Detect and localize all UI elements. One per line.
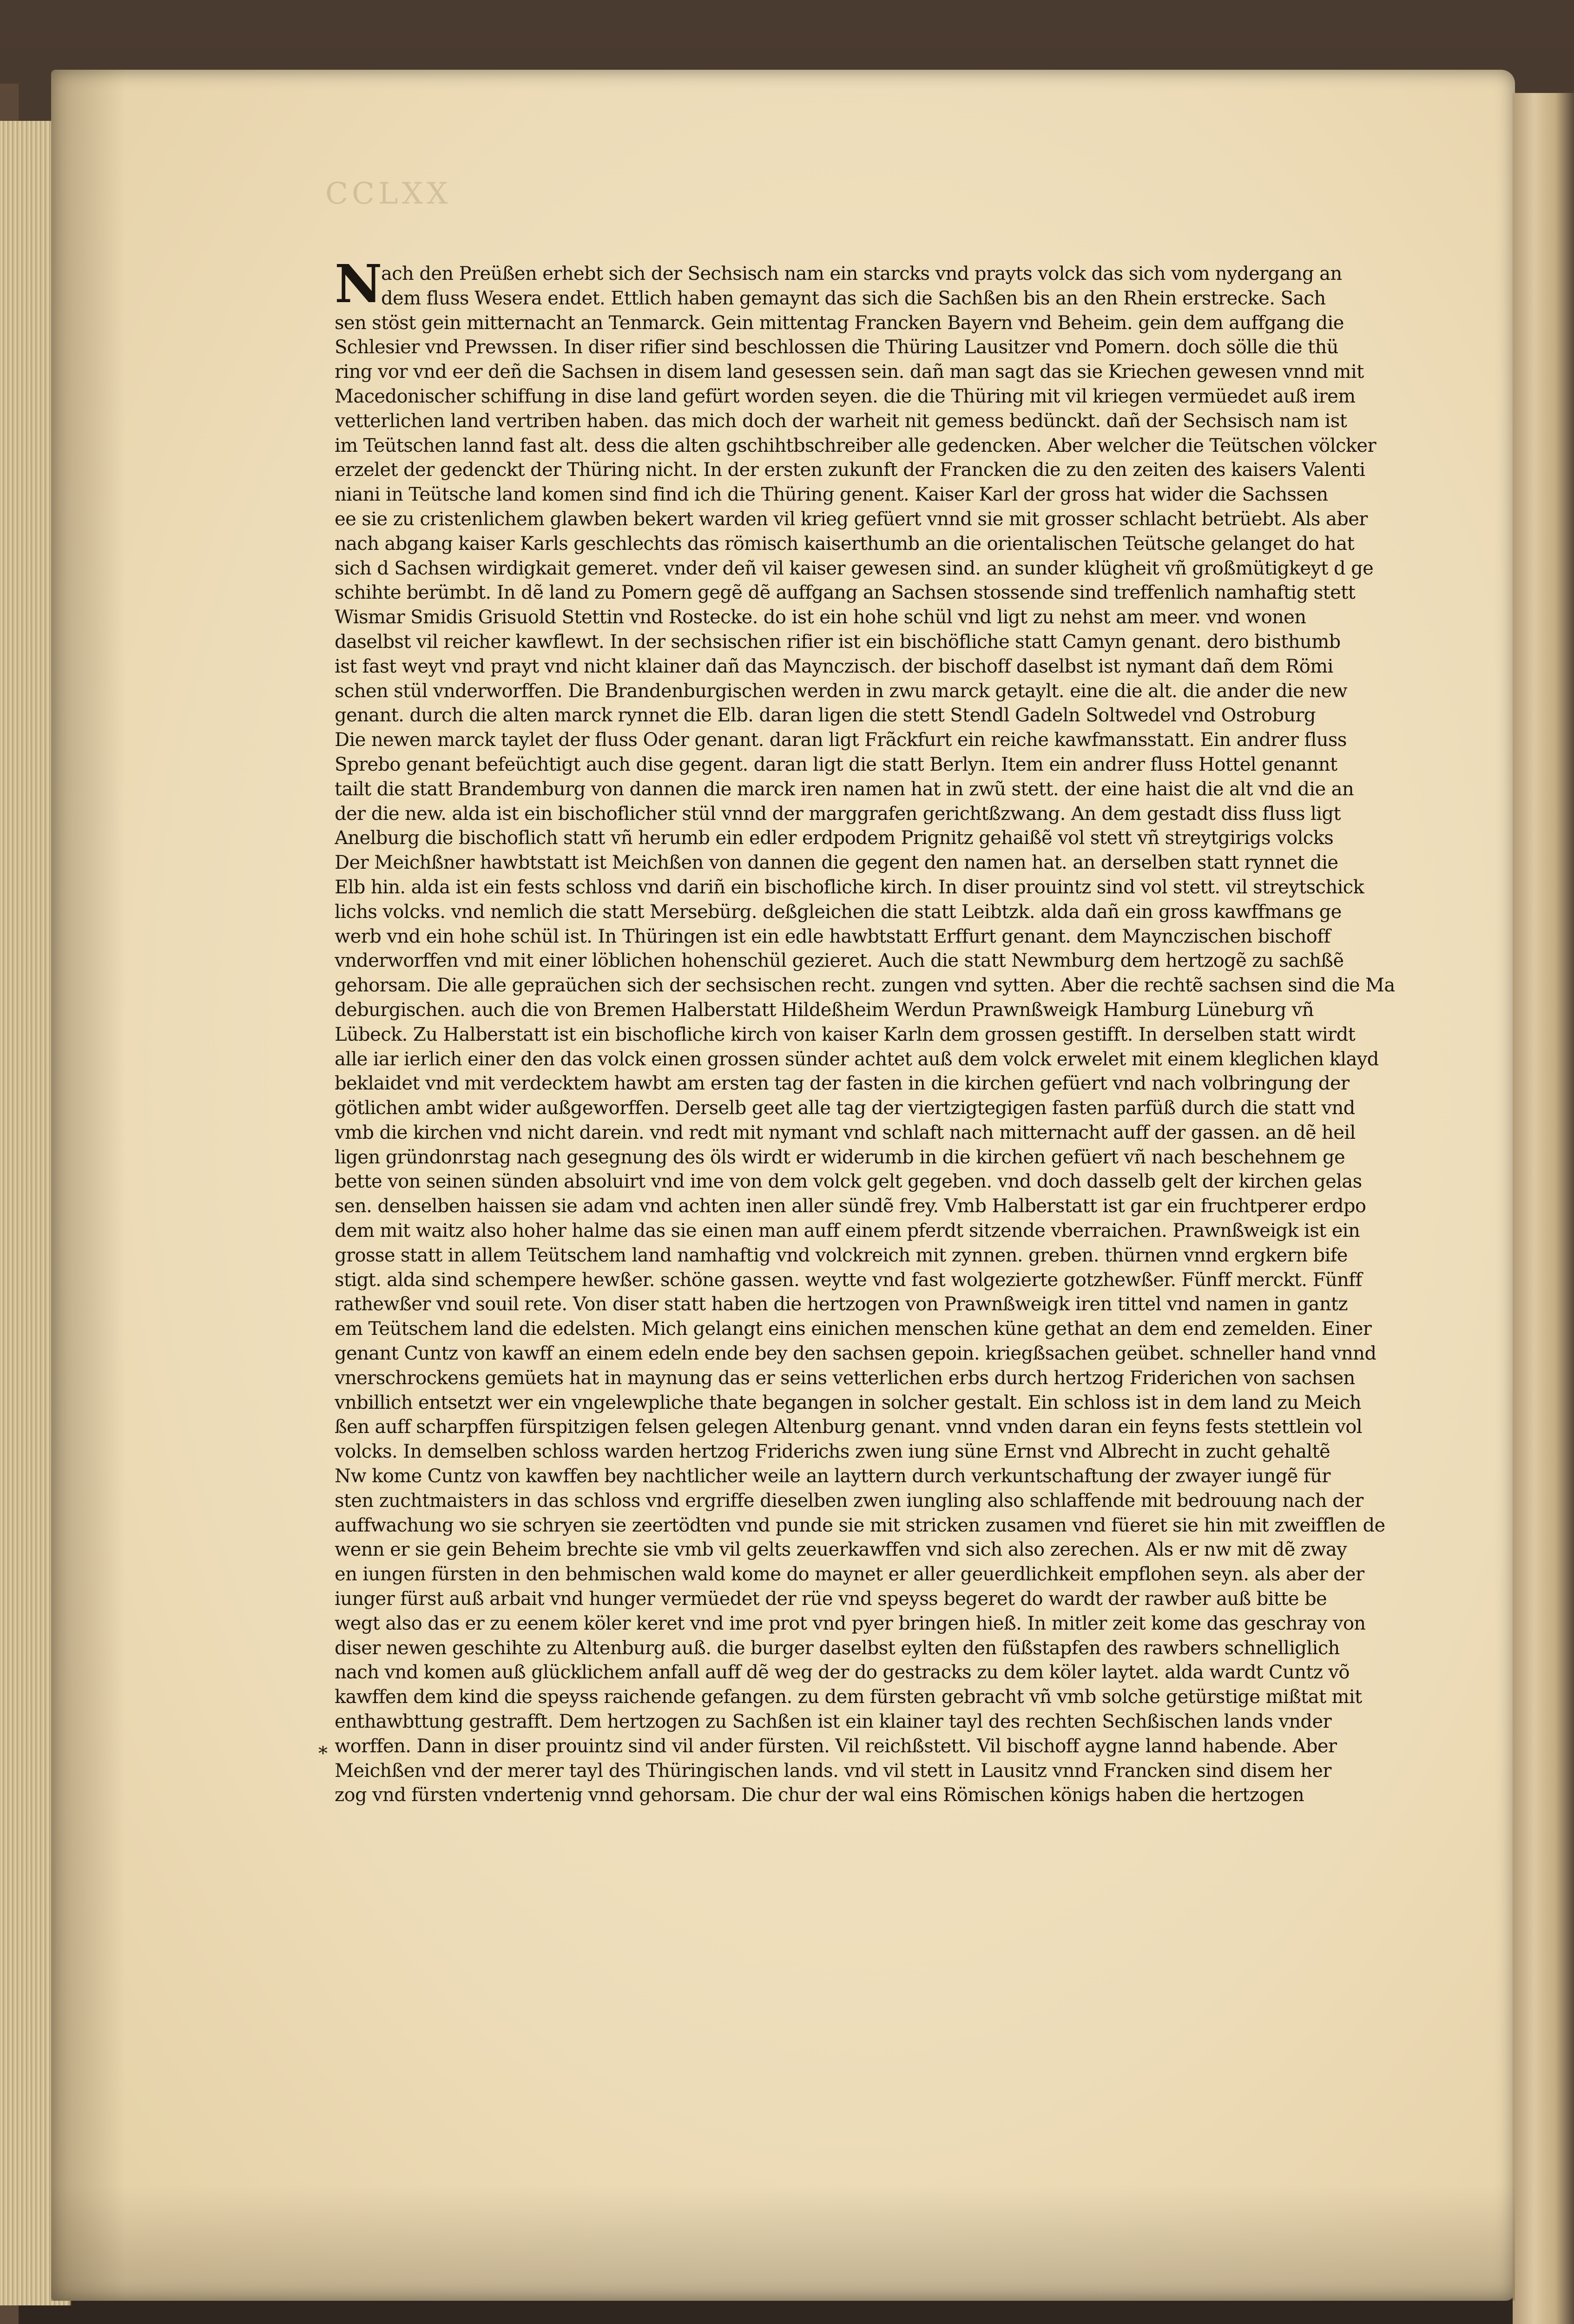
text-line: rathewßer vnd souil rete. Von diser statt haben die hertzogen von Prawnßweigk iren tittel vnd namen in gantz — [335, 1294, 1348, 1315]
margin-mark: * — [318, 1743, 328, 1764]
text-line: der die new. alda ist ein bischoflicher stül vnnd der marggrafen gerichtßzwang. An dem gestadt diss fluss ligt — [335, 803, 1341, 825]
text-line: Schlesier vnd Prewssen. In diser rifier sind beschlossen die Thüring Lausitzer vnd Pomern. doch sölle die thü — [335, 337, 1338, 358]
text-line: diser newen geschihte zu Altenburg auß. die burger daselbst eylten den füßstapfen des rawbers schnelliglich — [335, 1637, 1340, 1659]
text-line: auffwachung wo sie schryen sie zeertödten vnd punde sie mit stricken zusamen vnd füeret sie hin mit zweifflen de — [335, 1514, 1385, 1536]
text-line: ist fast weyt vnd prayt vnd nicht klainer dañ das Maynczisch. der bischoff daselbst ist nymant dañ dem Römi — [335, 655, 1333, 677]
text-line: gehorsam. Die alle gepraüchen sich der sechsischen recht. zungen vnd sytten. Aber die rechtẽ sachsen sind die Ma — [335, 975, 1395, 997]
text-line: vmb die kirchen vnd nicht darein. vnd redt mit nymant vnd schlaft nach mitternacht auff der gassen. an dẽ heil — [335, 1122, 1356, 1143]
text-column — [335, 262, 1417, 1808]
text-line: tailt die statt Brandemburg von dannen die marck iren namen hat in zwũ stett. der eine haist die alt vnd die an — [335, 778, 1354, 800]
text-line: werb vnd ein hohe schül ist. In Thüringen ist ein edle hawbtstatt Erffurt genant. dem Maynczischen bischoff — [335, 925, 1330, 947]
text-line: Elb hin. alda ist ein fests schloss vnd dariñ ein bischofliche kirch. In diser prouintz sind vol stett. vil streytschick — [335, 876, 1364, 898]
text-line: wegt also das er zu eenem köler keret vnd ime prot vnd pyer bringen hieß. In mitler zeit kome das geschray von — [335, 1612, 1366, 1634]
page-bottom-shadow — [51, 2185, 1515, 2301]
text-line: sen. denselben haissen sie adam vnd achten inen aller sündẽ frey. Vmb Halberstatt ist gar ein fruchtperer erdpo — [335, 1195, 1366, 1217]
text-line: ßen auff scharpffen fürspitzigen felsen gelegen Altenburg genant. vnnd vnden daran ein feyns fests stettlein vol — [335, 1416, 1362, 1438]
text-line: vetterlichen land vertriben haben. das mich doch der warheit nit gemess bedünckt. dañ der Sechsisch nam ist — [335, 410, 1347, 432]
text-line: sten zuchtmaisters in das schloss vnd ergriffe dieselben zwen iungling also schlaffende mit bedrouung nach der — [335, 1490, 1363, 1512]
text-line: sich d Sachsen wirdigkait gemeret. vnder deñ vil kaiser gewesen sind. an sunder klügheit vñ großmütigkeyt d ge — [335, 557, 1374, 579]
text-line: Die newen marck taylet der fluss Oder genant. daran ligt Frãckfurt ein reiche kawfmansstatt. Ein andrer fluss — [335, 729, 1347, 751]
text-line: ligen gründonrstag nach gesegnung des öls wirdt er widerumb in die kirchen gefüert vñ nach beschehnem ge — [335, 1146, 1345, 1168]
text-line: beklaidet vnd mit verdecktem hawbt am ersten tag der fasten in die kirchen gefüert vnd nach volbringung der — [335, 1073, 1350, 1095]
text-line: ring vor vnd eer deñ die Sachsen in disem land gesessen sein. dañ man sagt das sie Kriechen gewesen vnnd mit — [335, 361, 1364, 383]
text-line: alle iar ierlich einer den das volck einen grossen sünder achtet auß dem volck erwelet mit einem kleglichen klayd — [335, 1048, 1379, 1070]
text-line: volcks. In demselben schloss warden hertzog Friderichs zwen iung süne Ernst vnd Albrecht in zucht gehaltẽ — [335, 1441, 1330, 1463]
text-line: genant Cuntz von kawff an einem edeln ende bey den sachsen gepoin. kriegßsachen geübet. schneller hand vnnd — [335, 1343, 1376, 1365]
text-line: schihte berümbt. In dẽ land zu Pomern gegẽ dẽ auffgang an Sachsen stossende sind treffenlich namhaftig stett — [335, 582, 1356, 604]
text-line: genant. durch die alten marck rynnet die Elb. daran ligen die stett Stendl Gadeln Soltwedel vnd Ostroburg — [335, 705, 1316, 726]
text-line: em Teütschem land die edelsten. Mich gelangt eins einichen menschen küne gethat an dem end zemelden. Einer — [335, 1318, 1372, 1340]
text-line: ach den Preüßen erhebt sich der Sechsisch nam ein starcks vnd prayts volck das sich vom nydergang an — [381, 263, 1342, 284]
text-line: en iungen fürsten in den behmischen wald kome do maynet er aller geuerdlichkeit empflohen seyn. als aber der — [335, 1564, 1364, 1585]
text-line: wenn er sie gein Beheim brechte sie vmb vil gelts zeuerkawffen vnd sich also zerechen. Als er nw mit dẽ zway — [335, 1539, 1347, 1561]
text-line: zog vnd fürsten vndertenig vnnd gehorsam. Die chur der wal eins Römischen königs haben die hertzogen — [335, 1784, 1304, 1806]
text-line: kawffen dem kind die speyss raichende gefangen. zu dem fürsten gebracht vñ vmb solche getürstige mißtat mit — [335, 1686, 1362, 1708]
text-line: bette von seinen sünden absoluirt vnd ime von dem volck gelt gegeben. vnd doch dasselb gelt der kirchen gelas — [335, 1171, 1362, 1193]
text-line: Wismar Smidis Grisuold Stettin vnd Rostecke. do ist ein hohe schül vnd ligt zu nehst am meer. vnd wonen — [335, 607, 1306, 628]
text-line: dem mit waitz also hoher halme das sie einen man auff einem pferdt sitzende vberraichen. Prawnßweigk ist ein — [335, 1220, 1360, 1242]
text-line: enthawbttung gestrafft. Dem hertzogen zu Sachßen ist ein klainer tayl des rechten Sechßischen lands vnder — [335, 1711, 1331, 1733]
text-line: niani in Teütsche land komen sind find ich die Thüring genent. Kaiser Karl der gross hat wider die Sachssen — [335, 484, 1328, 506]
text-line: daselbst vil reicher kawflewt. In der sechsischen rifier ist ein bischöfliche statt Camyn genant. dero bisthumb — [335, 631, 1341, 653]
folio-number: CCLXX — [325, 177, 452, 211]
text-line: erzelet der gedenckt der Thüring nicht. In der ersten zukunft der Francken die zu den zeiten des kaisers Valenti — [335, 459, 1365, 481]
text-line: vnderworffen vnd mit einer löblichen hohenschül gezieret. Auch die statt Newmburg dem hertzogẽ zu sachßẽ — [335, 950, 1344, 972]
text-line: Meichßen vnd der merer tayl des Thüringischen lands. vnd vil stett in Lausitz vnnd Francken sind disem her — [335, 1760, 1331, 1782]
text-line: stigt. alda sind schempere hewßer. schöne gassen. weytte vnd fast wolgezierte gotzhewßer. Fünff merckt. Fünff — [335, 1269, 1362, 1291]
text-line: ee sie zu cristenlichem glawben bekert warden vil krieg gefüert vnnd sie mit grosser schlacht betrüebt. Als aber — [335, 508, 1368, 530]
text-line: im Teütschen lannd fast alt. dess die alten gschihtbschreiber alle gedencken. Aber welcher die Teütschen völcker — [335, 435, 1376, 456]
text-line: nach abgang kaiser Karls geschlechts das römisch kaiserthumb an die orientalischen Teütsche gelanget do hat — [335, 533, 1354, 555]
text-line: sen stöst gein mitternacht an Tenmarck. Gein mittentag Francken Bayern vnd Beheim. gein dem auffgang die — [335, 312, 1344, 334]
text-line: grosse statt in allem Teütschem land namhaftig vnd volckreich mit zynnen. greben. thürnen vnnd ergkern bife — [335, 1244, 1348, 1266]
gutter-shadow — [51, 70, 125, 2301]
text-line: dem fluss Wesera endet. Ettlich haben gemaynt das sich die Sachßen bis an den Rhein erstrecke. Sach — [381, 287, 1326, 309]
text-line: vnbillich entsetzt wer ein vngelewpliche thate begangen in solcher gestalt. Ein schloss ist in dem land zu Meich — [335, 1392, 1361, 1413]
text-line: worffen. Dann in diser prouintz sind vil ander fürsten. Vil reichßstett. Vil bischoff aygne lannd habende. Aber — [335, 1735, 1337, 1757]
text-line: vnerschrockens gemüets hat in maynung das er seins vetterlichen erbs durch hertzog Friderichen von sachsen — [335, 1367, 1355, 1389]
initial-letter: N — [335, 254, 382, 315]
text-line: Lübeck. Zu Halberstatt ist ein bischofliche kirch von kaiser Karln dem grossen gestifft. In derselben statt wirdt — [335, 1023, 1356, 1045]
text-line: götlichen ambt wider außgeworffen. Derselb geet alle tag der viertzigtegigen fasten parfüß durch die statt vnd — [335, 1097, 1355, 1119]
text-line: Sprebo genant befeüchtigt auch dise gegent. daran ligt die statt Berlyn. Item ein andrer fluss Hottel genannt — [335, 753, 1337, 775]
text-line: Nw kome Cuntz von kawffen bey nachtlicher weile an layttern durch verkuntschaftung der zwayer iungẽ für — [335, 1466, 1330, 1487]
text-line: nach vnd komen auß glücklichem anfall auff dẽ weg der do gestracks zu dem köler laytet. alda wardt Cuntz võ — [335, 1662, 1350, 1684]
facing-page-edge — [1513, 93, 1574, 2324]
text-line: Der Meichßner hawbtstatt ist Meichßen von dannen die gegent den namen hat. an derselben statt rynnet die — [335, 852, 1338, 874]
text-line: deburgischen. auch die von Bremen Halberstatt Hildeßheim Werdun Prawnßweigk Hamburg Lüneburg vñ — [335, 999, 1314, 1021]
text-line: lichs volcks. vnd nemlich die statt Mersebürg. deßgleichen die statt Leibtzk. alda dañ ein gross kawffmans ge — [335, 901, 1342, 923]
text-line: schen stül vnderworffen. Die Brandenburgischen werden in zwu marck getaylt. eine die alt. die ander die new — [335, 680, 1348, 702]
text-line: Macedonischer schiffung in dise land gefürt worden seyen. die die Thüring mit vil kriegen vermüedet auß irem — [335, 385, 1356, 407]
text-line: Anelburg die bischoflich statt vñ herumb ein edler erdpodem Prignitz gehaißẽ vol stett vñ streytgirigs volcks — [335, 827, 1334, 849]
text-line: iunger fürst auß arbait vnd hunger vermüedet der rüe vnd speyss begeret do wardt der rawber auß bitte be — [335, 1588, 1327, 1610]
